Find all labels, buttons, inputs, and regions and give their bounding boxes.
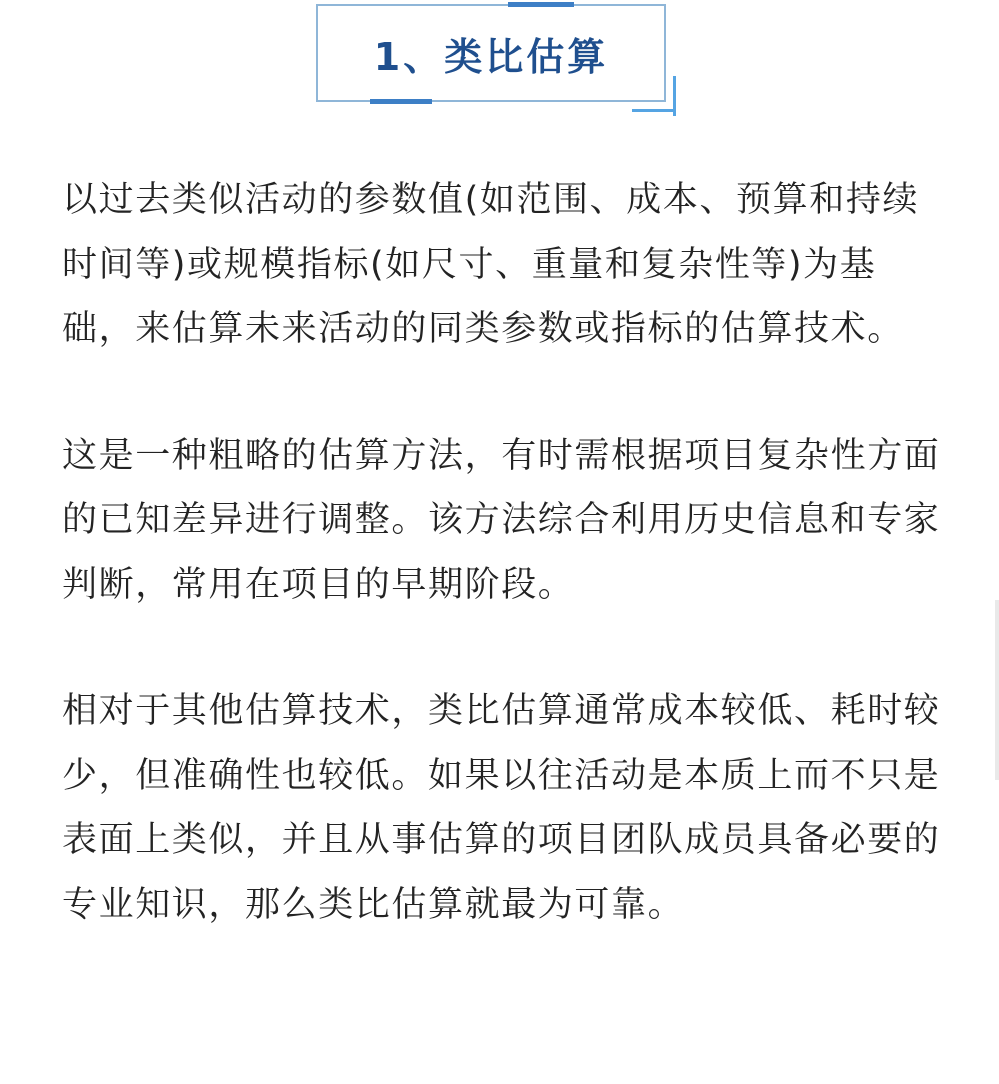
title-accent-bottom: [370, 99, 432, 104]
paragraph-comparison: 相对于其他估算技术，类比估算通常成本较低、耗时较少，但准确性也较低。如果以往活动是本质上而不只是表面上类似，并且从事估算的项目团队成员具备必要的专业知识，那么类比估算就最为可靠。: [62, 691, 941, 925]
title-frame: [316, 4, 666, 102]
scroll-edge: [995, 600, 999, 780]
paragraph-method: 这是一种粗略的估算方法，有时需根据项目复杂性方面的已知差异进行调整。该方法综合利用历史信息和专家判断，常用在项目的早期阶段。: [62, 435, 941, 605]
title-corner-bottom: [632, 109, 676, 112]
paragraph-definition: 以过去类似活动的参数值(如范围、成本、预算和持续时间等)或规模指标(如尺寸、重量和复杂性等)为基础，来估算未来活动的同类参数或指标的估算技术。: [62, 180, 920, 349]
section-title: 1、类比估算: [373, 34, 609, 79]
article-body: [62, 168, 947, 937]
title-accent-top: [508, 2, 574, 7]
